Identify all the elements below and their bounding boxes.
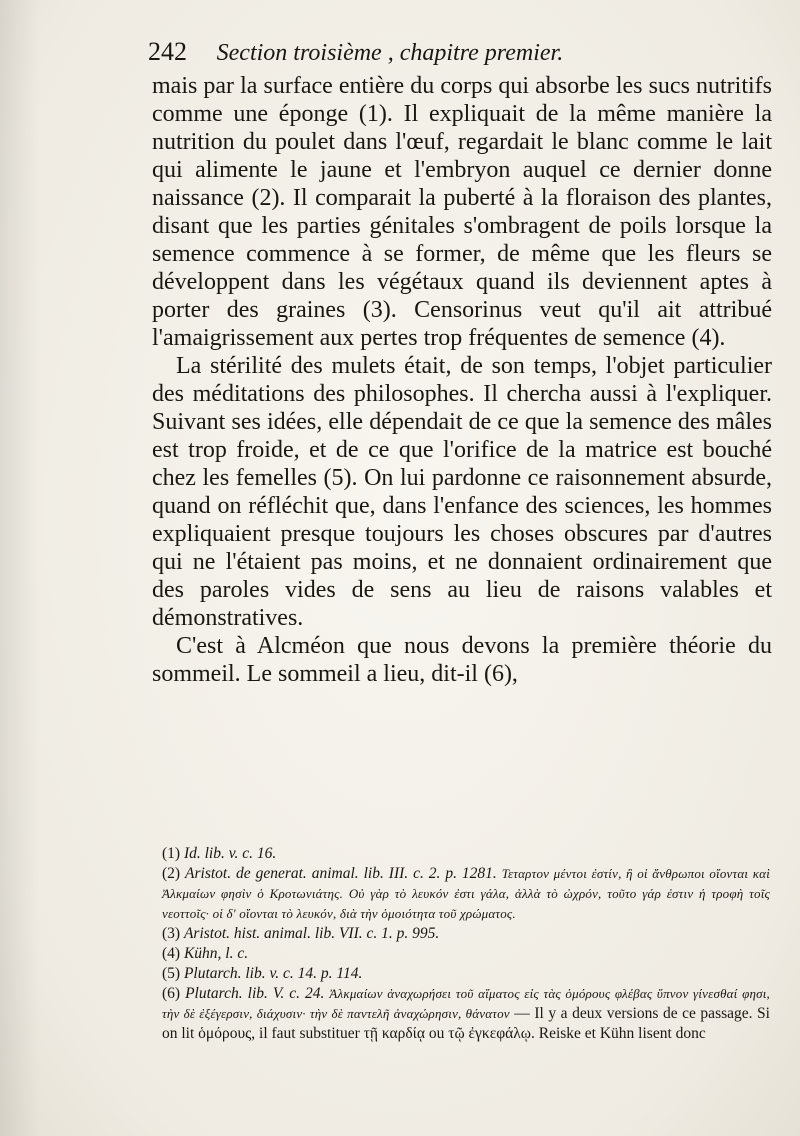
footnote-greek-quote: Ἀλκμαίων ἀναχωρήσει τοῦ αἵματος εἰς τὰς ὁμόρους φλέβας ὕπνον γίνεσθαί φησι, τὴν δὲ ἐξέγερσιν, διάχυσιν· τὴν δὲ παντελῆ ἀναχώρησιν, θάνατον	[162, 986, 770, 1021]
running-title: Section troisième , chapitre premier.	[216, 40, 564, 66]
footnote-ref: Plutarch. lib. V. c. 24.	[185, 985, 325, 1002]
page-gutter-shadow	[0, 0, 40, 1136]
footnote-ref: Id. lib. v. c. 16.	[183, 845, 277, 862]
footnote-mark: (4)	[162, 945, 181, 962]
running-header	[148, 34, 708, 70]
footnote-mark: (5)	[162, 965, 181, 982]
footnote-3	[162, 924, 770, 944]
footnote-6	[162, 984, 770, 1044]
main-text	[152, 72, 772, 688]
footnote-ref: Plutarch. lib. v. c. 14. p. 114.	[183, 965, 363, 982]
page-number: 242	[148, 37, 187, 66]
footnote-mark: (1)	[162, 845, 181, 862]
footnote-5	[162, 964, 770, 984]
footnote-mark: (3)	[162, 925, 181, 942]
paragraph-3: C'est à Alcméon que nous devons la première théorie du sommeil. Le sommeil a lieu, dit-il (6),	[152, 633, 772, 687]
footnote-mark: (6)	[162, 985, 181, 1002]
footnote-greek-quote: Τεταρτον μέντοι ἐστίν, ἢ οἱ ἄνθρωποι οἴονται καὶ Ἀλκμαίων φησὶν ὁ Κροτωνιάτης. Οὐ γὰρ τὸ λευκόν ἐστι γάλα, ἀλλὰ τὸ ὠχρόν, τοῦτο γάρ ἐστιν ἡ τροφὴ τοῖς νεοττοῖς· οἱ δ' οἴονται τὸ λευκόν, διὰ τὴν ὁμοιότητα τοῦ χρώματος.	[162, 866, 771, 921]
paragraph-2: La stérilité des mulets était, de son temps, l'objet particulier des méditations des philosophes. Il chercha aussi à l'expliquer. Suivant ses idées, elle dépendait de ce que la semence des mâles est trop froide, et de ce que l'orifice de la matrice est bouché chez les femelles (5). On lui pardonne ce raisonnement absurde, quand on réfléchit que, dans l'enfance des sciences, les hommes expliquaient presque toujours les choses obscures par d'autres qui ne l'étaient pas moins, et ne donnaient ordinairement que des paroles vides de sens au lieu de raisons valables et démonstratives.	[152, 353, 772, 631]
footnote-4	[162, 944, 770, 964]
footnote-ref: Aristot. hist. animal. lib. VII. c. 1. p. 995.	[183, 925, 440, 942]
paragraph-1: mais par la surface entière du corps qui absorbe les sucs nutritifs comme une éponge (1). Il expliquait de la même manière la nutrition du poulet dans l'œuf, regardait le blanc comme le lait qui alimente le jaune et l'embryon auquel ce dernier donne naissance (2). Il comparait la puberté à la floraison des plantes, disant que les parties génitales s'ombragent de poils lorsque la semence commence à se former, de même que les fleurs se développent dans les végétaux quand ils deviennent aptes à porter des graines (3). Censorinus veut qu'il ait attribué l'amaigrissement aux pertes trop fréquentes de semence (4).	[152, 73, 772, 351]
footnote-1	[162, 844, 770, 864]
footnote-commentary: — Il y a deux versions de ce passage. Si on lit ὁμόρους, il faut substituer τῇ καρδίᾳ ou τῷ ἐγκεφάλῳ. Reiske et Kühn lisent donc	[162, 1005, 770, 1042]
footnote-2	[162, 864, 770, 924]
footnote-ref: Kühn, l. c.	[183, 945, 249, 962]
footnote-ref: Aristot. de generat. animal. lib. III. c. 2. p. 1281.	[185, 865, 497, 882]
footnotes	[162, 844, 770, 1044]
footnote-mark: (2)	[162, 865, 181, 882]
